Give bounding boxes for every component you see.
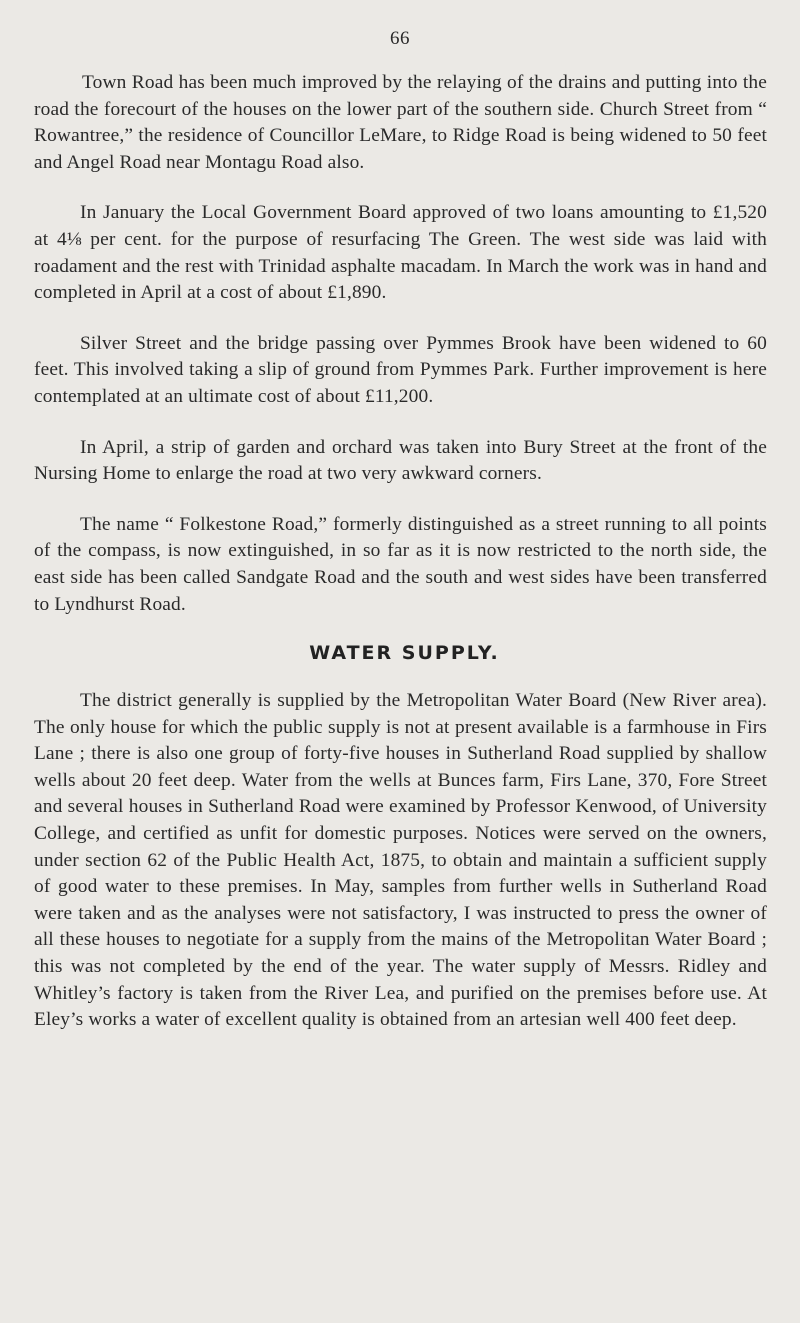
- paragraph-water-supply: The district generally is supplied by the Metropolitan Water Board (New River area). The only house for which the public supply is not at present available is a farmhouse in Firs Lane ; there is also one group of forty-five houses in Sutherland Road supplied by shallow wells about 20 feet deep. Water from the wells at Bunces farm, Firs Lane, 370, Fore Street and several houses in Sutherland Road were examined by Professor Kenwood, of University College, and certified as unfit for domestic purposes. Notices were served on the owners, under section 62 of the Public Health Act, 1875, to obtain and maintain a sufficient supply of good water to these premises. In May, samples from further wells in Sutherland Road were taken and as the analyses were not satisfactory, I was instructed to press the owner of all these houses to negotiate for a supply from the mains of the Metropolitan Water Board ; this was not completed by the end of the year. The water supply of Messrs. Ridley and Whitley’s factory is taken from the River Lea, and purified on the premises before use. At Eley’s works a water of excellent quality is obtained from an artesian well 400 feet deep.: [34, 690, 767, 1031]
- paragraph-folkestone-road: The name “ Folkestone Road,” formerly distinguished as a street running to all points of the compass, is now extinguished, in so far as it is now restricted to the north side, the east side has been called Sandgate Road and the south and west sides have been transferred to Lyndhurst Road.: [34, 513, 767, 615]
- paragraph-town-road: Town Road has been much improved by the relaying of the drains and putting into the road the forecourt of the houses on the lower part of the southern side. Church Street from “ Rowantree,” the residence of Councillor LeMare, to Ridge Road is being widened to 50 feet and Angel Road near Montagu Road also.: [34, 72, 767, 173]
- paragraph-silver-street: Silver Street and the bridge passing over Pymmes Brook have been widened to 60 feet. This involved taking a slip of ground from Pymmes Park. Further improvement is here contemplated at an ultimate cost of about £11,200.: [34, 332, 767, 407]
- paragraph-bury-street: In April, a strip of garden and orchard was taken into Bury Street at the front of the Nursing Home to enlarge the road at two very awkward corners.: [34, 436, 767, 485]
- body-text: [34, 70, 767, 1034]
- section-heading-water-supply: WATER SUPPLY.: [309, 642, 500, 665]
- paragraph-the-green-loans: In January the Local Government Board approved of two loans amounting to £1,520 at 4⅛ per cent. for the purpose of resurfacing The Green. The west side was laid with roadament and the rest with Trinidad asphalte macadam. In March the work was in hand and completed in April at a cost of about £1,890.: [34, 202, 767, 304]
- page-number: 66: [390, 28, 410, 49]
